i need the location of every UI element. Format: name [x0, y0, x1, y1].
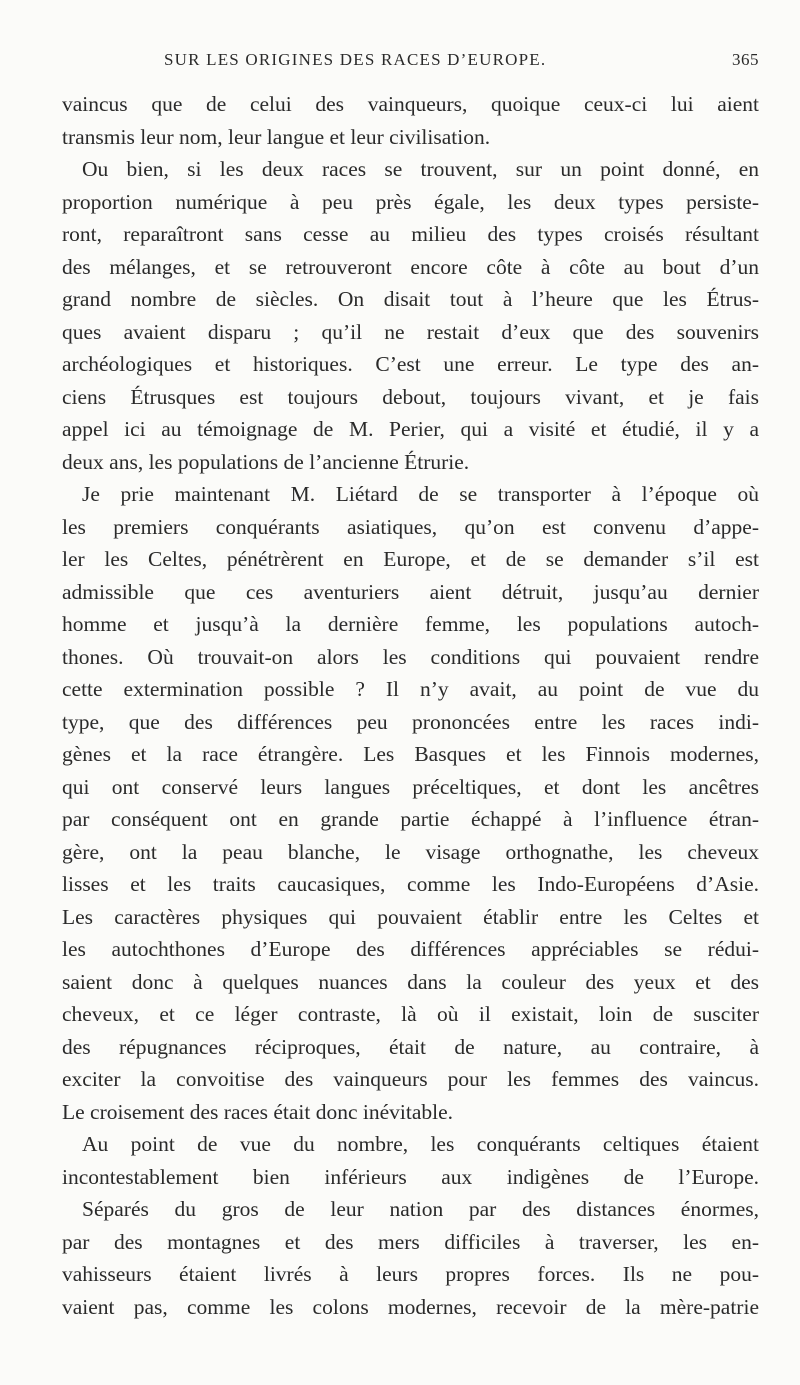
running-title: SUR LES ORIGINES DES RACES D’EUROPE.: [164, 50, 547, 69]
text-line: archéologiques et historiques. C’est une erreur. Le type des an-: [62, 352, 759, 376]
text-line: cheveux, et ce léger contraste, là où il existait, loin de susciter: [62, 1002, 759, 1026]
text-line: Je prie maintenant M. Liétard de se transporter à l’époque où: [82, 482, 759, 506]
text-line: Les caractères physiques qui pouvaient établir entre les Celtes et: [62, 904, 759, 929]
text-line: gènes et la race étrangère. Les Basques et les Finnois modernes,: [62, 742, 759, 766]
text-line: ques avaient disparu ; qu’il ne restait d’eux que des souvenirs: [62, 319, 759, 344]
text-line: par conséquent ont en grande partie échappé à l’influence étran-: [62, 807, 759, 831]
text-line: vaincus que de celui des vainqueurs, quoique ceux-ci lui aient: [62, 92, 759, 116]
text-line: lisses et les traits caucasiques, comme les Indo-Européens d’Asie.: [62, 872, 759, 896]
text-line: des mélanges, et se retrouveront encore côte à côte au bout d’un: [62, 254, 759, 279]
body-text: [62, 88, 759, 1323]
text-line: exciter la convoitise des vainqueurs pour les femmes des vaincus.: [62, 1067, 759, 1091]
text-line: Ou bien, si les deux races se trouvent, sur un point donné, en: [82, 157, 759, 181]
text-line: les premiers conquérants asiatiques, qu’on est convenu d’appe-: [62, 514, 759, 539]
text-line: des répugnances réciproques, était de nature, au contraire, à: [62, 1034, 759, 1059]
page-header: [62, 50, 759, 76]
text-line: grand nombre de siècles. On disait tout à l’heure que les Étrus-: [62, 287, 759, 311]
text-line: cette extermination possible ? Il n’y avait, au point de vue du: [62, 677, 759, 701]
text-line: ler les Celtes, pénétrèrent en Europe, et de se demander s’il est: [62, 547, 759, 571]
text-line: par des montagnes et des mers difficiles à traverser, les en-: [62, 1229, 759, 1254]
text-line: appel ici au témoignage de M. Perier, qui a visité et étudié, il y a: [62, 417, 759, 441]
text-line: les autochthones d’Europe des différences appréciables se rédui-: [62, 937, 759, 961]
text-line: ront, reparaîtront sans cesse au milieu des types croisés résultant: [62, 222, 759, 246]
text-line: vahisseurs étaient livrés à leurs propres forces. Ils ne pou-: [62, 1262, 759, 1286]
page-number: 365: [732, 50, 759, 69]
text-line: Séparés du gros de leur nation par des distances énormes,: [82, 1197, 759, 1221]
text-line: proportion numérique à peu près égale, les deux types persiste-: [62, 189, 759, 214]
text-line: admissible que ces aventuriers aient détruit, jusqu’au dernier: [62, 579, 759, 604]
text-line: deux ans, les populations de l’ancienne Étrurie.: [62, 449, 470, 474]
text-line: thones. Où trouvait-on alors les conditions qui pouvaient rendre: [62, 644, 759, 669]
text-line: Au point de vue du nombre, les conquérants celtiques étaient: [82, 1132, 759, 1156]
text-line: transmis leur nom, leur langue et leur civilisation.: [62, 124, 491, 149]
text-line: homme et jusqu’à la dernière femme, les populations autoch-: [62, 612, 759, 636]
text-line: gère, ont la peau blanche, le visage orthognathe, les cheveux: [62, 839, 759, 864]
text-line: qui ont conservé leurs langues préceltiques, et dont les ancêtres: [62, 774, 759, 799]
text-line: Le croisement des races était donc inévitable.: [62, 1099, 454, 1124]
text-line: ciens Étrusques est toujours debout, toujours vivant, et je fais: [62, 384, 759, 409]
text-line: incontestablement bien inférieurs aux indigènes de l’Europe.: [62, 1164, 759, 1189]
text-line: type, que des différences peu prononcées entre les races indi-: [62, 709, 759, 734]
text-line: vaient pas, comme les colons modernes, recevoir de la mère-patrie: [62, 1294, 759, 1319]
text-line: saient donc à quelques nuances dans la couleur des yeux et des: [62, 969, 759, 994]
